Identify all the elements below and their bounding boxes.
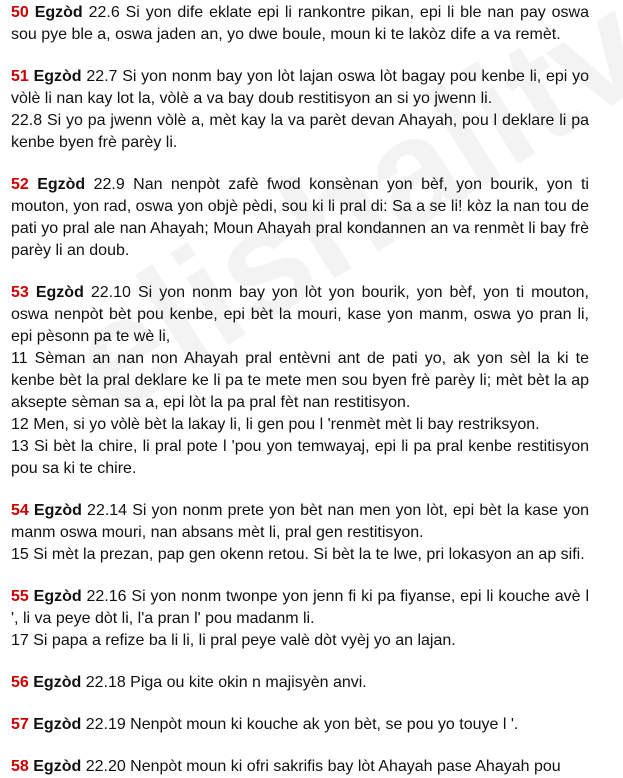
verse-entry: [11, 500, 589, 566]
verse-text: 22.7 Si yon nonm bay yon lòt lajan oswa lòt bagay pou kenbe li, epi yo vòlè li nan kay lot la, vòlè a va bay doub restitisyon an si yo jwenn li.: [11, 68, 590, 107]
verse-line: 12 Men, si yo vòlè bèt la lakay li, li gen pou l 'renmèt mèt li bay restriksyon.: [11, 416, 540, 433]
verse-line: [11, 714, 589, 736]
entry-number: 53: [11, 284, 29, 301]
entry-number: 55: [11, 588, 29, 605]
verse-line: 15 Si mèt la prezan, pap gen okenn retou. Si bèt la te lwe, pri lokasyon an ap sifi.: [11, 546, 585, 563]
book-name: Egzòd: [33, 502, 82, 519]
verse-text: 22.16 Si yon nonm twonpe yon jenn fi ki pa fiyanse, epi li kouche avè l ', li va peye dòt li, l'a pran l' pou madanm li.: [11, 588, 589, 627]
verse-entry: [11, 756, 589, 778]
verse-text: 22.10 Si yon nonm bay yon lòt yon bourik, yon bèf, yon ti mouton, oswa nenpòt bèt pou kenbe, epi bèt la mouri, kase yon manm, oswa yo pran li, epi pèsonn pa te wè li,: [11, 284, 589, 345]
verse-line: [11, 500, 589, 544]
verse-line: [11, 2, 589, 46]
book-name: Egzòd: [33, 758, 82, 775]
book-name: Egzòd: [33, 716, 82, 733]
entry-number: 58: [11, 758, 29, 775]
verse-line: [11, 672, 589, 694]
book-name: Egzòd: [33, 674, 82, 691]
verse-line: 22.8 Si yo pa jwenn vòlè a, mèt kay la va parèt devan Ahayah, pou l deklare li pa kenbe byen frè parèy li.: [11, 112, 589, 151]
verse-text: 22.18 Piga ou kite okin n majisyèn anvi.: [81, 674, 367, 691]
entry-number: 52: [11, 176, 29, 193]
verse-line: 11 Sèman an nan non Ahayah pral entèvni ant de pati yo, ak yon sèl la ki te kenbe bèt la pral deklare ke li pa te mete men sou byen frè parèy li; mèt bèt la ap aksepte sèman sa a, epi lòt la pa pral fèt nan restitisyon.: [11, 350, 589, 411]
document-body: [11, 2, 589, 778]
verse-entry: [11, 714, 589, 736]
verse-entry: [11, 672, 589, 694]
entry-number: 51: [11, 68, 29, 85]
verse-line: [11, 66, 589, 110]
book-name: Egzòd: [35, 284, 84, 301]
verse-text: 22.14 Si yon nonm prete yon bèt nan men yon lòt, epi bèt la kase yon manm oswa mouri, nan absans mèt li, pral gen restitisyon.: [11, 502, 589, 541]
verse-text: 22.9 Nan nenpòt zafè fwod konsènan yon bèf, yon bourik, yon ti mouton, yon rad, oswa yon objè pèdi, sou ki li pral di: Sa a se li! kòz la nan tou de pati yo pral ale nan Ahayah; Moun Ahayah pral kondannen an va renmèt li bay frè parèy li an doub.: [11, 176, 589, 259]
entry-number: 56: [11, 674, 29, 691]
verse-text: 22.19 Nenpòt moun ki kouche ak yon bèt, se pou yo touye l '.: [81, 716, 519, 733]
verse-entry: [11, 174, 589, 262]
verse-text: 22.20 Nenpòt moun ki ofri sakrifis bay lòt Ahayah pase Ahayah pou: [81, 758, 561, 775]
verse-text: 22.6 Si yon dife eklate epi li rankontre pikan, epi li ble nan pay oswa sou pye ble a, oswa jaden an, yo dwe boule, moun ki te lakòz dife a va remèt.: [11, 4, 589, 43]
verse-line: 17 Si papa a refize ba li li, li pral peye valè dòt vyèj yo an lajan.: [11, 632, 456, 649]
verse-line: [11, 174, 589, 262]
book-name: Egzòd: [33, 68, 82, 85]
book-name: Egzòd: [37, 176, 86, 193]
verse-line: [11, 586, 589, 630]
verse-line: [11, 282, 589, 348]
entry-number: 54: [11, 502, 29, 519]
book-name: Egzòd: [33, 588, 82, 605]
verse-line: [11, 756, 589, 778]
verse-entry: [11, 282, 589, 480]
entry-number: 57: [11, 716, 29, 733]
verse-entry: [11, 586, 589, 652]
entry-number: 50: [11, 4, 29, 21]
verse-line: 13 Si bèt la chire, li pral pote l 'pou yon temwayaj, epi li pa pral kenbe restitisyon pou sa ki te chire.: [11, 438, 589, 477]
verse-entry: [11, 66, 589, 154]
verse-entry: [11, 2, 589, 46]
book-name: Egzòd: [34, 4, 83, 21]
